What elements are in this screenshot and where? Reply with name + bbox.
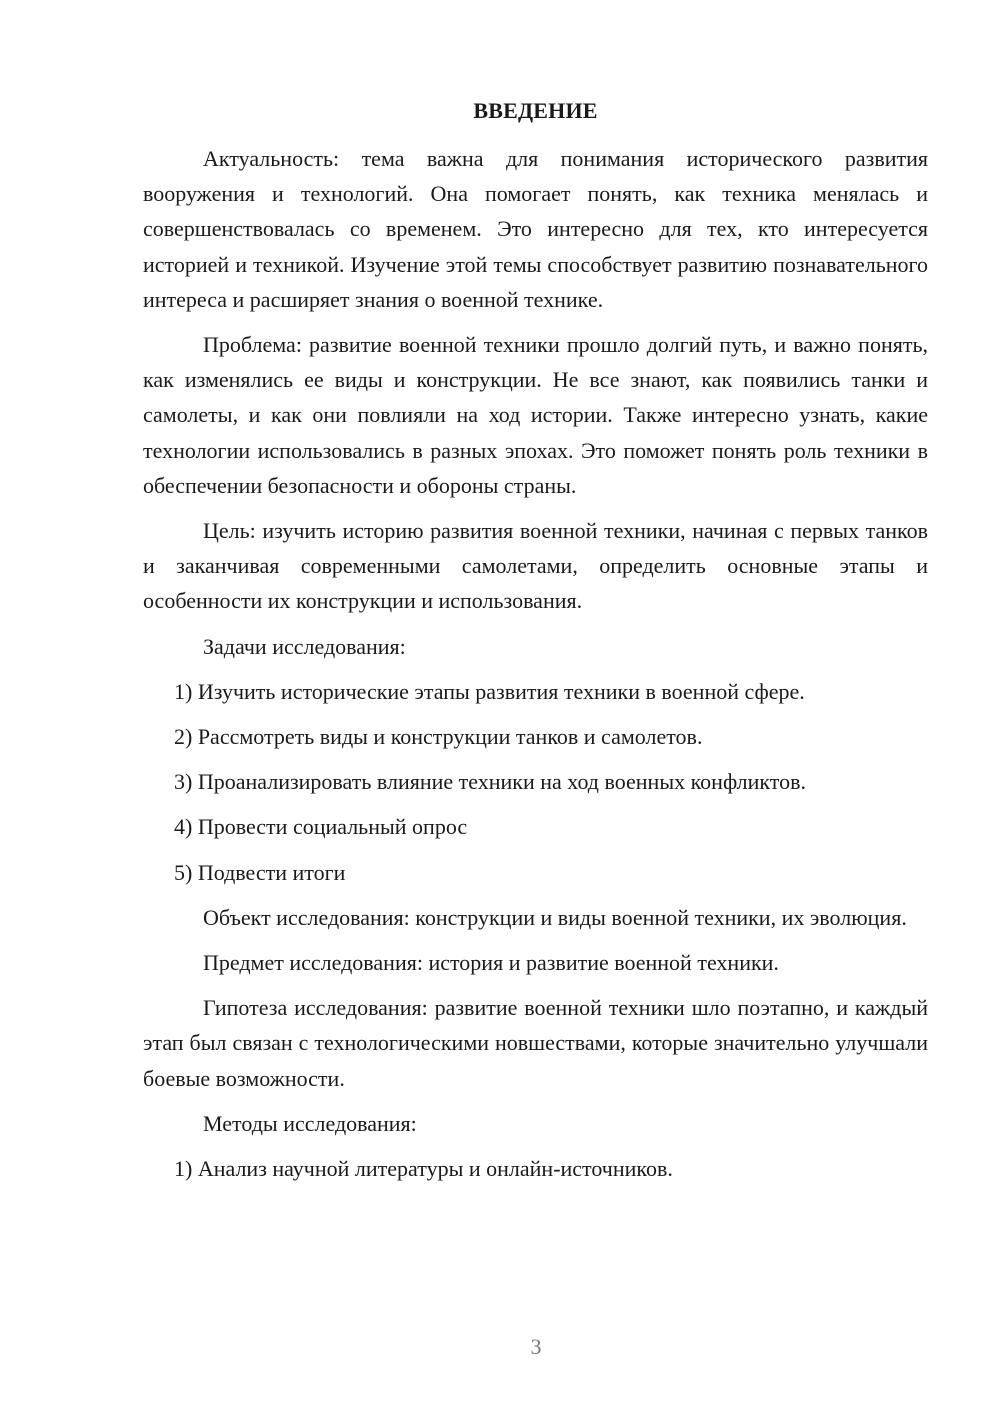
list-item: 5) Подвести итоги bbox=[174, 859, 346, 885]
list-item: 3) Проанализировать влияние техники на ход военных конфликтов. bbox=[174, 769, 807, 795]
object-paragraph: Объект исследования: конструкции и виды военной техники, их эволюция. bbox=[203, 904, 907, 930]
subject-paragraph: Предмет исследования: история и развитие военной техники. bbox=[203, 950, 779, 976]
page-body bbox=[143, 96, 928, 1196]
page-number: 3 bbox=[530, 1334, 542, 1359]
list-item: 1) Изучить исторические этапы развития техники в военной сфере. bbox=[174, 678, 805, 704]
problem-paragraph: Проблема: развитие военной техники прошло долгий путь, и важно понять, как изменялись ее виды и конструкции. Не все знают, как появились танки и самолеты, и как они повлияли на ход истории. Также интересно узнать, какие технологии использовались в разных эпохах. Это поможет понять роль техники в обеспечении безопасности и обороны страны. bbox=[143, 332, 928, 498]
methods-heading: Методы исследования: bbox=[203, 1110, 417, 1136]
list-item: 4) Провести социальный опрос bbox=[174, 814, 468, 840]
list-item: 1) Анализ научной литературы и онлайн-источников. bbox=[174, 1156, 673, 1182]
methods-list bbox=[143, 1151, 928, 1186]
goal-paragraph: Цель: изучить историю развития военной техники, начиная с первых танков и заканчивая современными самолетами, определить основные этапы и особенности их конструкции и использования. bbox=[143, 518, 928, 614]
tasks-heading: Задачи исследования: bbox=[203, 633, 406, 659]
section-title: ВВЕДЕНИЕ bbox=[473, 98, 598, 123]
relevance-paragraph: Актуальность: тема важна для понимания исторического развития вооружения и технологий. Она помогает понять, как техника менялась и совершенствовалась со временем. Это интересно для тех, кто интересуется историей и техникой. Изучение этой темы способствует развитию познавательного интереса и расширяет знания о военной технике. bbox=[143, 146, 928, 312]
tasks-list bbox=[143, 674, 928, 890]
list-item: 2) Рассмотреть виды и конструкции танков и самолетов. bbox=[174, 724, 703, 750]
hypothesis-paragraph: Гипотеза исследования: развитие военной техники шло поэтапно, и каждый этап был связан с технологическими новшествами, которые значительно улучшали боевые возможности. bbox=[143, 995, 928, 1091]
